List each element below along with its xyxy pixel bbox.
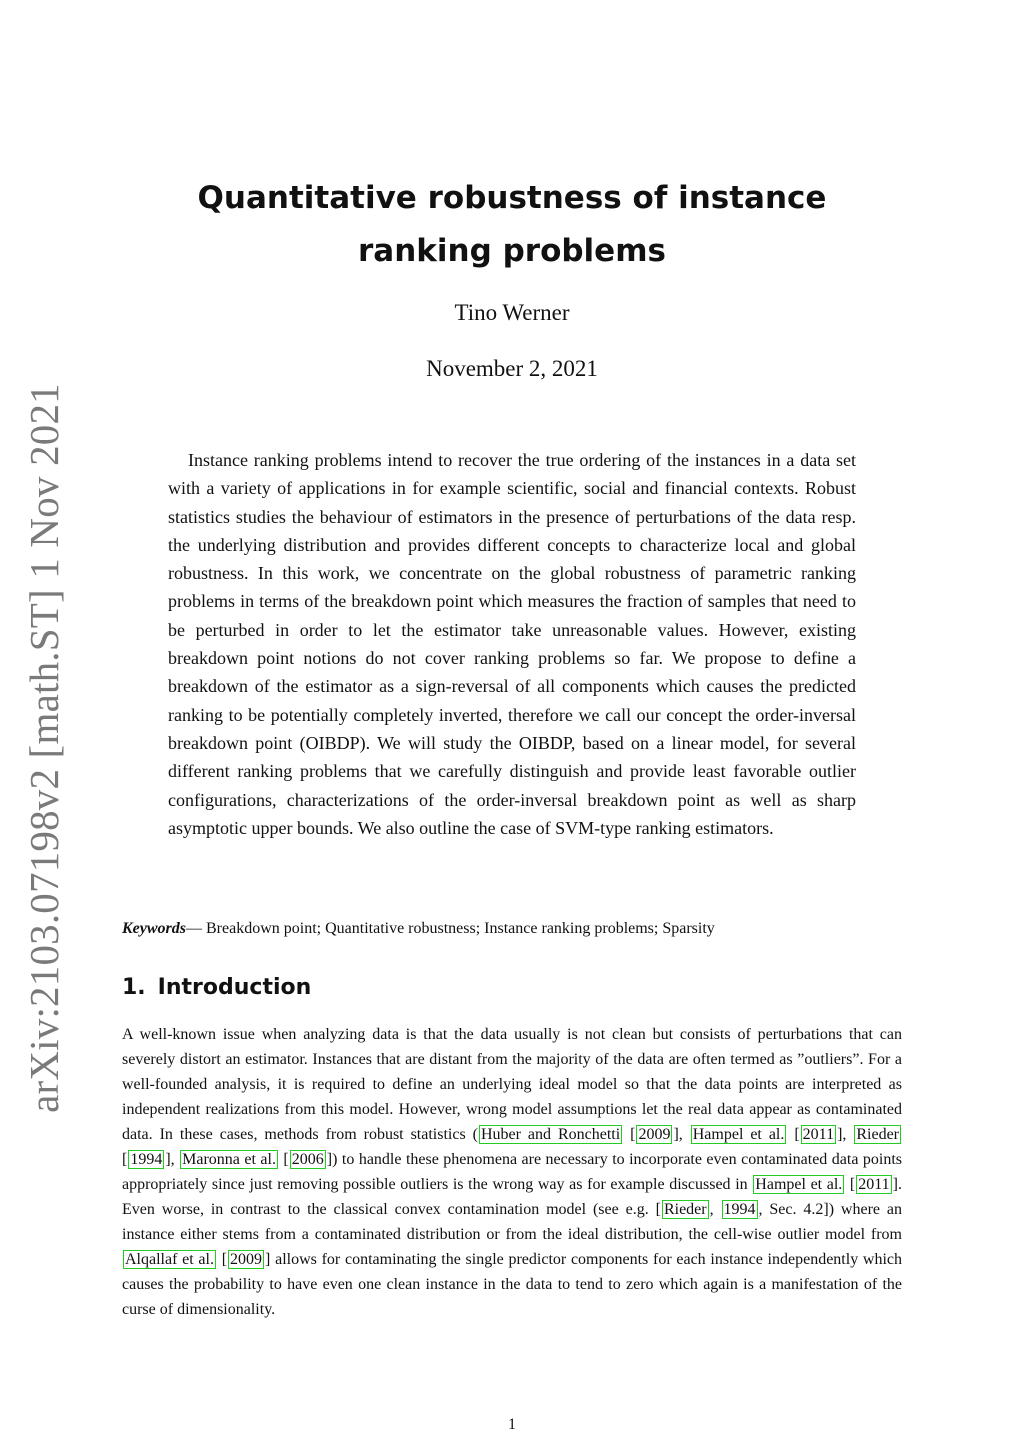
keywords-text: — Breakdown point; Quantitative robustness; Instance ranking problems; Sparsity — [186, 920, 715, 937]
citation-link[interactable]: Huber and Ronchetti — [480, 1126, 621, 1143]
section-number: 1. — [122, 975, 146, 1000]
citation-link[interactable]: 2011 — [858, 1176, 890, 1193]
intro-text: ], — [673, 1126, 690, 1143]
intro-text: , — [709, 1201, 721, 1218]
author-name: Tino Werner — [454, 300, 570, 325]
page-number: 1 — [508, 1416, 516, 1433]
intro-text: ], — [165, 1151, 180, 1168]
intro-text: [ — [787, 1126, 800, 1143]
citation-link[interactable]: Maronna et al. — [182, 1151, 276, 1168]
citation-link[interactable]: 1994 — [723, 1201, 756, 1218]
intro-text: ]. Even worse, in contrast to the classical convex contamination model (see e.g. [ — [122, 1176, 902, 1218]
intro-text: [ — [845, 1176, 856, 1193]
citation-link[interactable]: Hampel et al. — [755, 1176, 843, 1193]
intro-text: [ — [122, 1151, 128, 1168]
paper-title: Quantitative robustness of instance ranking problems — [197, 180, 827, 269]
citation-link[interactable]: 2011 — [802, 1126, 835, 1143]
citation-link[interactable]: Rieder — [663, 1201, 707, 1218]
citation-link[interactable]: 2006 — [291, 1151, 324, 1168]
intro-text: [ — [278, 1151, 289, 1168]
arxiv-identifier: arXiv:2103.07198v2 [math.ST] 1 Nov 2021 — [21, 383, 67, 1113]
citation-link[interactable]: 1994 — [130, 1151, 163, 1168]
intro-text: [ — [216, 1251, 228, 1268]
citation-link[interactable]: 2009 — [230, 1251, 263, 1268]
intro-text: , Sec. 4.2]) where an instance either stems from a contaminated distribution or from the ideal distribution, the cell-wise outlier model from — [122, 1201, 903, 1243]
intro-text: ]) to handle these phenomena are necessary to incorporate even contaminated data points appropriately since just removing possible outliers is the wrong way as for example discussed in — [122, 1151, 903, 1193]
intro-text — [623, 1126, 630, 1143]
citation-link[interactable]: Alqallaf et al. — [125, 1251, 214, 1268]
citation-link[interactable]: Hampel et al. — [692, 1126, 785, 1143]
intro-text: ], — [837, 1126, 854, 1143]
abstract: Instance ranking problems intend to recover the true ordering of the instances in a data set with a variety of applications in for example scientific, social and financial contexts. Robust statistics studies the behaviour of estimators in the presence of perturbations of the data resp. the underlying distribution and provides different concepts to characterize local and global robustness. In this work, we concentrate on the global robustness of parametric ranking problems in terms of the breakdown point which measures the fraction of samples that need to be perturbed in order to let the estimator take unreasonable values. However, existing breakdown point notions do not cover ranking problems so far. We propose to define a breakdown of the estimator as a sign-reversal of all components which causes the predicted ranking to be potentially completely inverted, therefore we call our concept the order-inversal breakdown point (OIBDP). We will study the OIBDP, based on a linear model, for several different ranking problems that we carefully distinguish and provide least favorable outlier configurations, characterizations of the order-inversal breakdown point as well as sharp asymptotic upper bounds. We also outline the case of SVM-type ranking estimators. — [168, 450, 856, 838]
intro-text: ] allows for contaminating the single predictor components for each instance independently which causes the probability to have even one clean instance in the data to tend to zero which again is a manifestation of the curse of dimensionality. — [122, 1251, 903, 1318]
citation-link[interactable]: Rieder — [856, 1126, 900, 1143]
section-heading-introduction — [122, 975, 311, 1000]
publication-date: November 2, 2021 — [426, 356, 598, 381]
keywords — [122, 918, 902, 940]
keywords-label: Keywords — [122, 920, 186, 937]
introduction-paragraph: A well-known issue when analyzing data is that the data usually is not clean but consists of perturbations that can severely distort an estimator. Instances that are distant from the majority of the data are often termed as ”outliers”. For a well-founded analysis, it is required to define an underlying ideal model so that the data points are interpreted as independent realizations from this model. However, wrong model assumptions let the real data appear as contaminated data. In these cases, methods from robust statistics ( Huber and Ronchetti [ 2009 ], Hampel et al. [ 2011 ], Rieder [ 1994 ], Maronna et al. [ 2006 ]) to handle these phenomena are necessary to incorporate even contaminated data points appropriately since just removing possible outliers is the wrong way as for example discussed in Hampel et al. [ 2011 ]. Even worse, in contrast to the classical convex contamination model (see e.g. [ Rieder , 1994 , Sec. 4.2]) where an instance either stems from a contaminated distribution or from the ideal distribution, the cell-wise outlier model from Alqallaf et al. [ 2009 ] allows for contaminating the single predictor components for each instance independently which causes the probability to have even one clean instance in the data to tend to zero which again is a manifestation of the curse of dimensionality. — [122, 1026, 903, 1318]
citation-link[interactable]: 2009 — [638, 1126, 671, 1143]
intro-text: A well-known issue when analyzing data is that the data usually is not clean but consists of perturbations that can severely distort an estimator. Instances that are distant from the majority of the data are often termed as ”outliers”. For a well-founded analysis, it is required to define an underlying ideal model so that the data points are interpreted as independent realizations from this model. However, wrong model assumptions let the real data appear as contaminated data. In these cases, methods from robust statistics ( — [122, 1026, 902, 1143]
section-title: Introduction — [157, 975, 312, 1000]
